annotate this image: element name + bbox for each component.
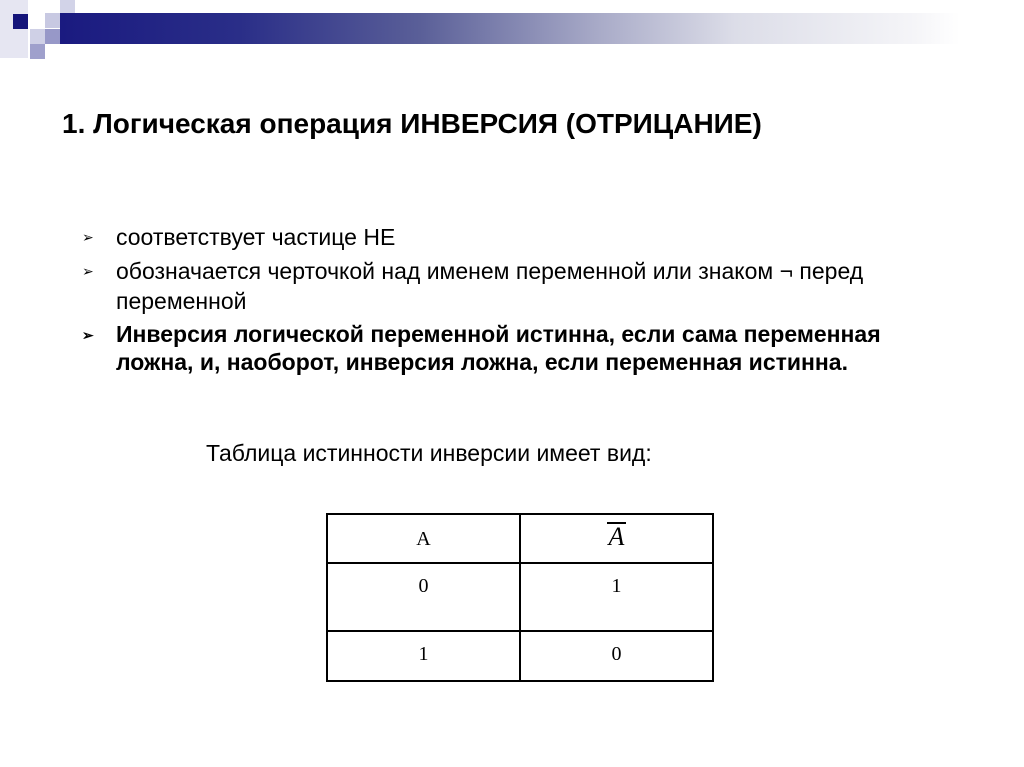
table-cell: 0 [327,563,520,631]
table-cell: 1 [520,563,713,631]
deco-square [30,29,45,44]
header-cell-a: A [327,514,520,563]
table-header-row [327,514,713,563]
deco-square [13,14,28,29]
header-bar [60,13,960,44]
overbar-a: A [608,522,625,551]
bullet-text: обозначается черточкой над именем переменной или знаком ¬ перед переменной [116,258,864,314]
bullet-text: соответствует частице НЕ [116,224,396,250]
table-row [327,563,713,631]
arrow-bullet-icon: ➢ [82,263,94,279]
deco-square [45,13,60,28]
table-cell: 1 [327,631,520,681]
truth-table [326,513,714,682]
bullet-list [82,222,912,380]
deco-square [0,0,28,58]
slide-title: 1. Логическая операция ИНВЕРСИЯ (ОТРИЦАНИЕ) [62,108,762,139]
bullet-item [82,222,912,252]
deco-square [30,44,45,59]
header-cell-not-a [520,514,713,563]
bullet-text: Инверсия логической переменной истинна, если сама переменная ложна, и, наоборот, инверсия ложна, если переменная истинна. [116,321,881,375]
bullet-item [82,256,876,316]
table-row [327,631,713,681]
arrow-bullet-icon: ➢ [82,327,94,343]
bullet-item [82,320,906,376]
table-cell: 0 [520,631,713,681]
arrow-bullet-icon: ➢ [82,229,94,245]
table-caption: Таблица истинности инверсии имеет вид: [206,440,652,466]
deco-square [60,0,75,13]
deco-square [45,29,60,44]
